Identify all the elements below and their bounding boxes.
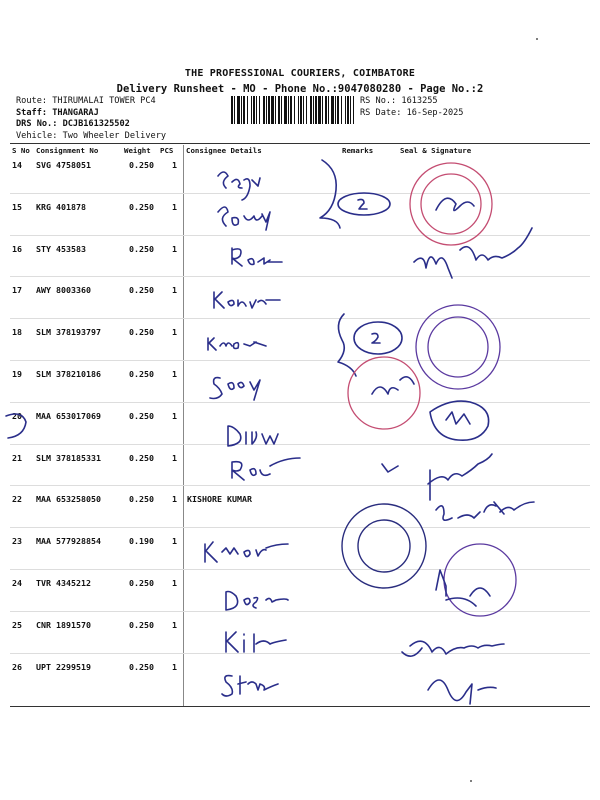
consignment-number: MAA 577928854	[36, 536, 101, 547]
pieces-count: 1	[172, 661, 177, 672]
staff-line: Staff: THANGARAJ	[16, 107, 99, 118]
consignment-number: MAA 653017069	[36, 410, 101, 421]
pieces-count: 1	[172, 536, 177, 547]
signature-row-26	[222, 676, 278, 696]
pieces-count: 1	[172, 578, 177, 588]
pieces-count: 1	[172, 327, 177, 338]
weight-value: 0.250	[129, 327, 154, 338]
consignment-number: KRG 401878	[36, 201, 86, 212]
consignment-number: TVR 4345212	[36, 578, 91, 588]
consignment-number: AWY 8003360	[36, 285, 91, 296]
pieces-count: 1	[172, 410, 177, 421]
consignment-number: UPT 2299519	[36, 661, 91, 672]
weight-value: 0.250	[129, 369, 154, 379]
weight-value: 0.250	[129, 285, 154, 296]
signature-row-22-seal	[436, 502, 534, 520]
serial-number: 15	[12, 201, 22, 212]
signature-row-17	[214, 292, 280, 308]
consignment-number: STY 453583	[36, 243, 86, 254]
consignment-number: SLM 378185331	[36, 452, 101, 463]
signature-row-25-seal	[402, 641, 504, 656]
signature-row-20-seal	[430, 401, 489, 440]
consignment-number: SVG 4758051	[36, 160, 91, 170]
signature-row-23	[205, 542, 288, 562]
pieces-count: 1	[172, 243, 177, 254]
drs-line: DRS No.: DCJB161325502	[16, 119, 130, 129]
weight-value: 0.250	[129, 160, 154, 170]
rs-number: RS No.: 1613255	[360, 96, 438, 106]
stamp-circle-3	[348, 357, 420, 429]
company-title: THE PROFESSIONAL COURIERS, COIMBATORE	[184, 68, 416, 79]
weight-value: 0.250	[129, 661, 154, 672]
serial-number: 20	[12, 410, 22, 421]
serial-number: 24	[12, 578, 22, 588]
signature-row-24	[226, 592, 288, 611]
weight-value: 0.250	[129, 619, 154, 630]
stamp-circle-4-inner	[358, 520, 410, 572]
remark-mark-1	[358, 199, 367, 209]
weight-value: 0.190	[129, 536, 154, 547]
consignment-number: CNR 1891570	[36, 619, 91, 630]
signature-row-21-seal	[428, 454, 492, 500]
consignment-number: MAA 653258050	[36, 494, 101, 505]
serial-number: 14	[12, 160, 22, 170]
serial-number: 25	[12, 619, 22, 630]
signature-row-21	[232, 458, 300, 480]
col-seal: Seal & Signature	[400, 146, 472, 155]
stamp-circle-5	[444, 544, 516, 616]
row-20-margin-mark	[6, 414, 26, 438]
pieces-count: 1	[172, 494, 177, 505]
scan-speck	[536, 38, 538, 40]
col-pcs: PCS	[160, 146, 174, 155]
signature-row-20	[228, 426, 278, 446]
weight-value: 0.250	[129, 410, 154, 421]
remark-bracket-2	[338, 314, 356, 376]
serial-number: 17	[12, 285, 22, 296]
table-bottom-rule	[10, 706, 590, 707]
pieces-count: 1	[172, 619, 177, 630]
col-consignee: Consignee Details	[186, 146, 262, 155]
weight-value: 0.250	[129, 494, 154, 505]
col-consignment: Consignment No	[36, 146, 99, 155]
serial-number: 26	[12, 661, 22, 672]
pieces-count: 1	[172, 201, 177, 212]
weight-value: 0.250	[129, 578, 154, 588]
pieces-count: 1	[172, 452, 177, 463]
pieces-count: 1	[172, 369, 177, 379]
signature-row-14	[218, 172, 260, 200]
signature-row-15	[218, 207, 270, 230]
stamp-circle-4	[342, 504, 426, 588]
consignment-number: SLM 378193797	[36, 327, 101, 338]
remark-mark-2	[372, 333, 380, 343]
serial-number: 23	[12, 536, 22, 547]
signature-row-16-seal	[414, 228, 532, 278]
serial-number: 16	[12, 243, 22, 254]
signature-row-25	[226, 632, 286, 652]
stamp-circle-1	[410, 163, 492, 245]
stamp-circle-2-inner	[428, 317, 488, 377]
signature-row-26-seal	[428, 680, 496, 704]
route-line: Route: THIRUMALAI TOWER PC4	[16, 96, 156, 106]
col-remarks: Remarks	[342, 146, 374, 155]
remark-tick-21	[382, 464, 398, 472]
weight-value: 0.250	[129, 452, 154, 463]
remark-bracket-1	[320, 160, 340, 228]
serial-number: 22	[12, 494, 22, 505]
signature-row-15-seal	[436, 198, 474, 210]
signature-row-18	[208, 338, 266, 350]
serial-number: 18	[12, 327, 22, 338]
consignment-number: SLM 378210186	[36, 369, 101, 379]
vehicle-line: Vehicle: Two Wheeler Delivery	[16, 130, 167, 141]
signature-row-19	[210, 378, 260, 400]
signature-row-19-seal	[372, 377, 414, 394]
weight-value: 0.250	[129, 243, 154, 254]
pieces-count: 1	[172, 160, 177, 170]
signature-row-16	[232, 248, 282, 266]
serial-number: 19	[12, 369, 22, 379]
weight-value: 0.250	[129, 201, 154, 212]
scan-speck	[470, 780, 472, 782]
serial-number: 21	[12, 452, 22, 463]
consignee-name: KISHORE KUMAR	[187, 494, 252, 505]
runsheet-title: Delivery Runsheet - MO - Phone No.:9047080280 - Page No.:2	[116, 83, 484, 95]
rs-date: RS Date: 16-Sep-2025	[360, 107, 464, 118]
pieces-count: 1	[172, 285, 177, 296]
col-weight: Weight	[124, 146, 151, 155]
col-sno: S No	[12, 146, 30, 155]
